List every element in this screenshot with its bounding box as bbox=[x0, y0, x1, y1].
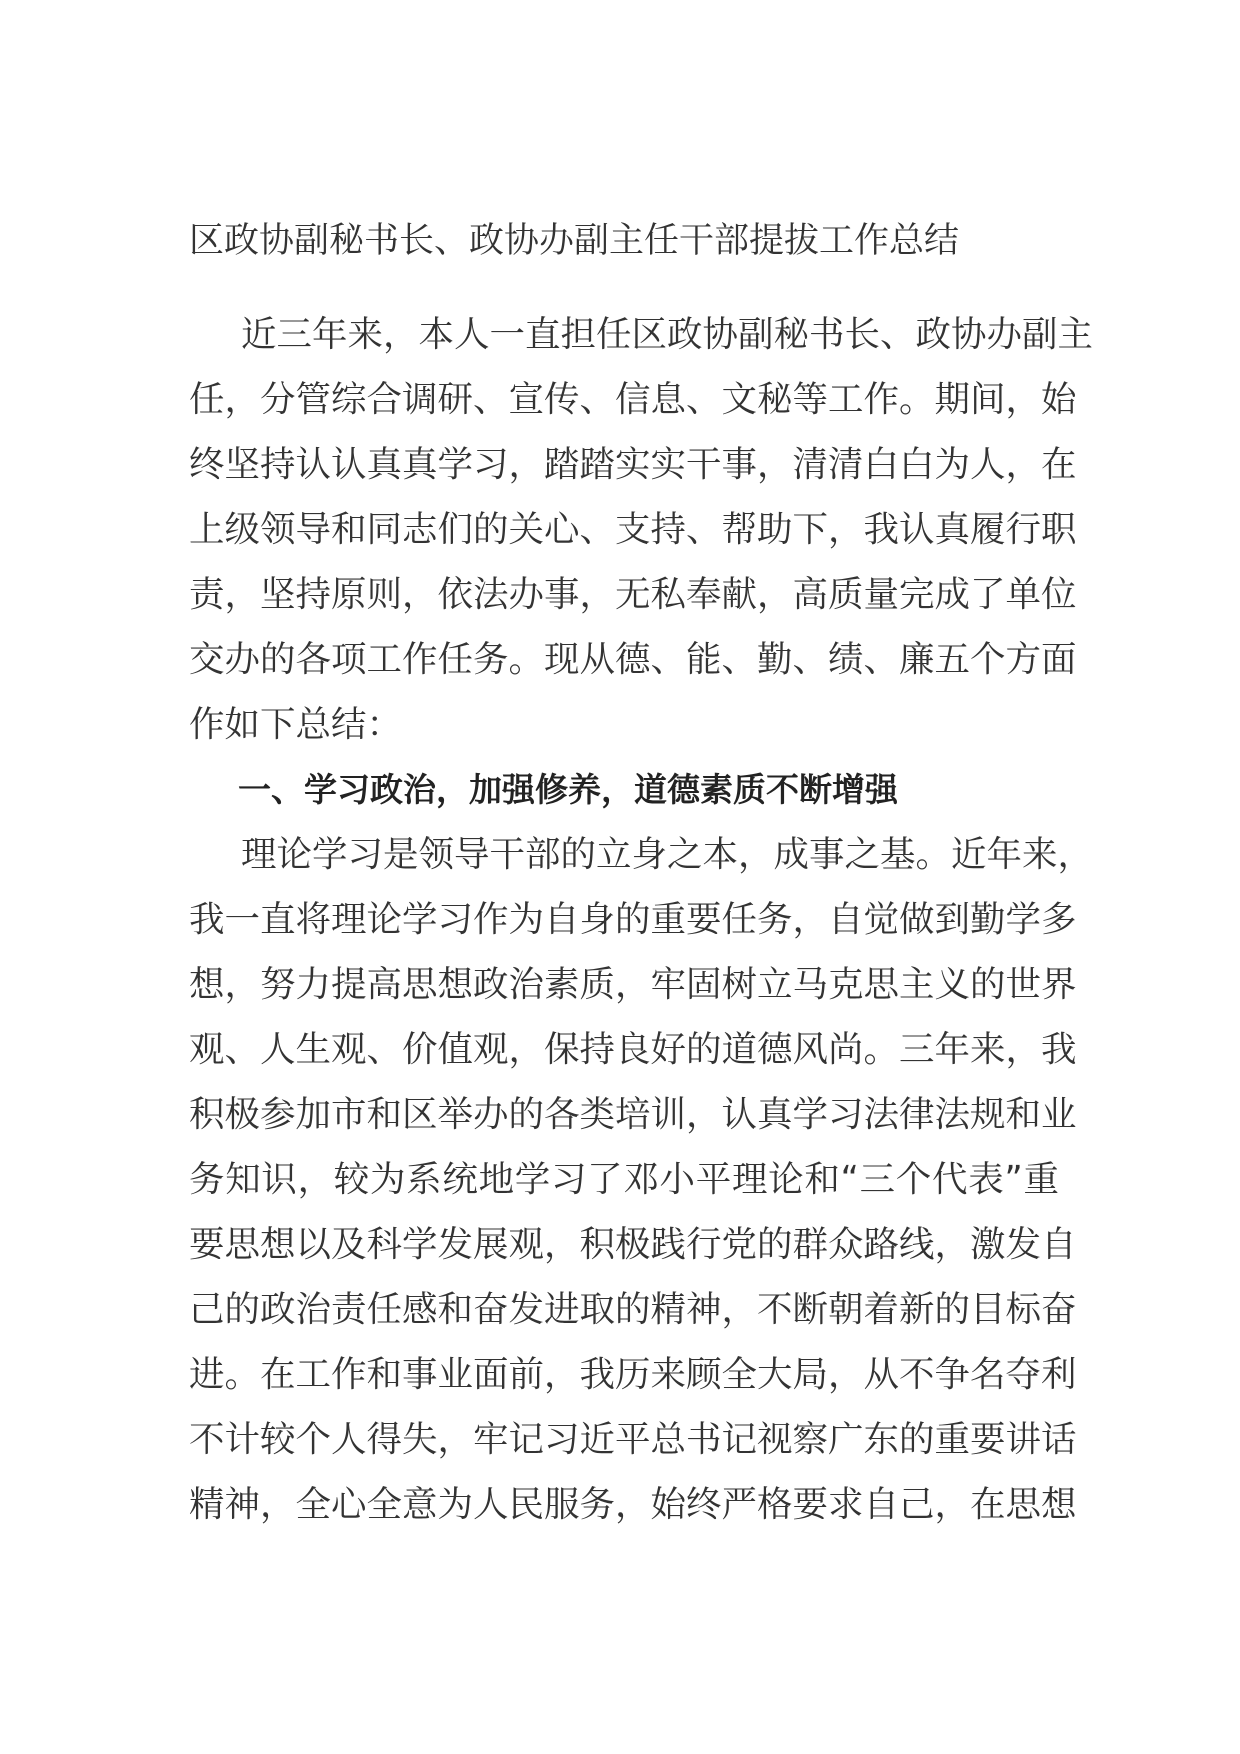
paragraph-line: 近三年来，本人一直担任区政协副秘书长、政协办副主 bbox=[241, 314, 1094, 355]
paragraph-line: 上级领导和同志们的关心、支持、帮助下，我认真履行职 bbox=[189, 509, 1077, 550]
intro-paragraph bbox=[189, 302, 1094, 757]
paragraph-line: 己的政治责任感和奋发进取的精神，不断朝着新的目标奋 bbox=[189, 1289, 1077, 1330]
document-title: 区政协副秘书长、政协办副主任干部提拔工作总结 bbox=[189, 221, 960, 261]
paragraph-line: 观、人生观、价值观，保持良好的道德风尚。三年来，我 bbox=[189, 1029, 1077, 1070]
paragraph-line: 不计较个人得失，牢记习近平总书记视察广东的重要讲话 bbox=[189, 1419, 1077, 1460]
section-heading: 一、学习政治，加强修养，道德素质不断增强 bbox=[238, 770, 898, 809]
paragraph-line: 任，分管综合调研、宣传、信息、文秘等工作。期间，始 bbox=[189, 379, 1077, 420]
paragraph-line: 终坚持认认真真学习，踏踏实实干事，清清白白为人，在 bbox=[189, 444, 1077, 485]
paragraph-line: 责，坚持原则，依法办事，无私奉献，高质量完成了单位 bbox=[189, 574, 1077, 615]
paragraph-line: 要思想以及科学发展观，积极践行党的群众路线，激发自 bbox=[189, 1224, 1077, 1265]
paragraph-line: 作如下总结： bbox=[189, 704, 403, 745]
paragraph-line: 精神，全心全意为人民服务，始终严格要求自己，在思想 bbox=[189, 1484, 1077, 1525]
paragraph-line: 进。在工作和事业面前，我历来顾全大局，从不争名夺利 bbox=[189, 1354, 1077, 1395]
paragraph-line: 积极参加市和区举办的各类培训，认真学习法律法规和业 bbox=[189, 1094, 1077, 1135]
paragraph-line: 想，努力提高思想政治素质，牢固树立马克思主义的世界 bbox=[189, 964, 1077, 1005]
paragraph-line: 务知识，较为系统地学习了邓小平理论和“三个代表”重 bbox=[189, 1159, 1059, 1200]
section-paragraph bbox=[189, 822, 1094, 1537]
paragraph-line: 理论学习是领导干部的立身之本，成事之基。近年来， bbox=[241, 834, 1094, 875]
document-body bbox=[189, 302, 1094, 1537]
paragraph-line: 我一直将理论学习作为自身的重要任务，自觉做到勤学多 bbox=[189, 899, 1077, 940]
paragraph-line: 交办的各项工作任务。现从德、能、勤、绩、廉五个方面 bbox=[189, 639, 1077, 680]
